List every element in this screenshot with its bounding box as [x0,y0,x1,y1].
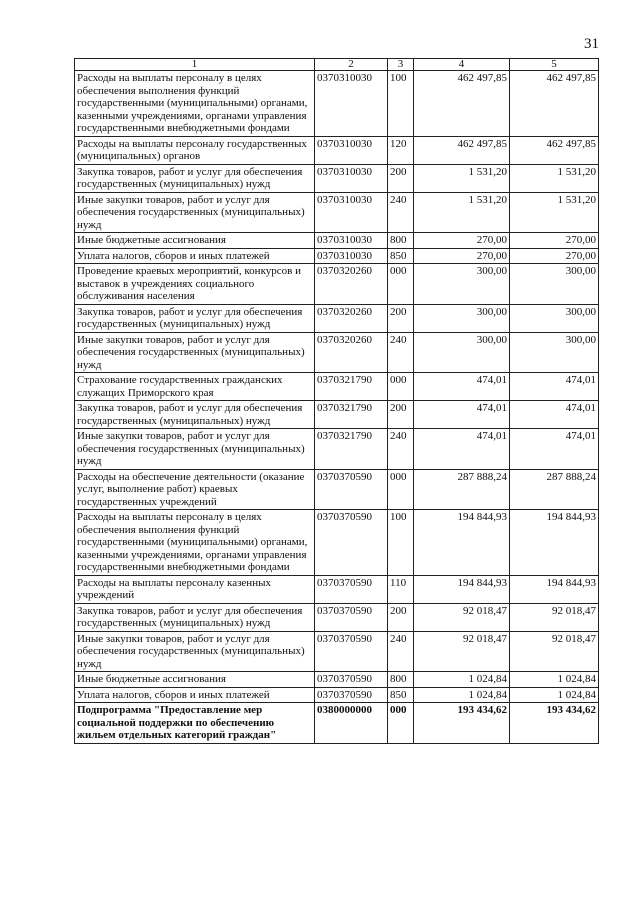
row-code: 0370321790 [315,373,388,401]
table-row [75,233,599,249]
row-name: Расходы на обеспечение деятельности (оказание услуг, выполнение работ) краевых государственных учреждений [75,469,315,510]
row-code: 0370370590 [315,575,388,603]
row-expense-type: 000 [388,373,414,401]
row-value-col5: 193 434,62 [510,703,599,744]
row-expense-type: 100 [388,71,414,137]
row-name: Страхование государственных гражданских служащих Приморского края [75,373,315,401]
row-value-col4: 300,00 [414,264,510,305]
table-row [75,264,599,305]
row-name: Расходы на выплаты персоналу государственных (муниципальных) органов [75,136,315,164]
row-expense-type: 800 [388,672,414,688]
page-number: 31 [584,36,599,52]
row-code: 0370310030 [315,233,388,249]
row-code: 0370310030 [315,71,388,137]
row-value-col5: 194 844,93 [510,575,599,603]
row-name: Расходы на выплаты персоналу в целях обеспечения выполнения функций государственными (муниципальными) органами, казенными учреждениями, органами управления государственными внебюджетными фондами [75,510,315,576]
row-value-col4: 194 844,93 [414,575,510,603]
row-code: 0370370590 [315,510,388,576]
row-code: 0370310030 [315,248,388,264]
table-row [75,703,599,744]
row-value-col4: 300,00 [414,332,510,373]
row-value-col5: 1 531,20 [510,192,599,233]
table-row [75,401,599,429]
row-name: Иные бюджетные ассигнования [75,233,315,249]
row-expense-type: 800 [388,233,414,249]
row-expense-type: 110 [388,575,414,603]
row-expense-type: 850 [388,248,414,264]
row-code: 0370370590 [315,631,388,672]
row-expense-type: 240 [388,429,414,470]
row-name: Проведение краевых мероприятий, конкурсов и выставок в учреждениях социального обслуживания населения [75,264,315,305]
row-value-col4: 474,01 [414,373,510,401]
row-value-col5: 1 024,84 [510,672,599,688]
row-value-col5: 1 531,20 [510,164,599,192]
row-value-col5: 270,00 [510,233,599,249]
row-code: 0370310030 [315,164,388,192]
row-name: Расходы на выплаты персоналу казенных учреждений [75,575,315,603]
table-row [75,136,599,164]
row-value-col5: 462 497,85 [510,71,599,137]
row-code: 0370370590 [315,672,388,688]
row-value-col4: 474,01 [414,429,510,470]
row-value-col4: 300,00 [414,304,510,332]
table-row [75,631,599,672]
column-header: 2 [315,59,388,71]
row-code: 0370370590 [315,603,388,631]
table-row [75,575,599,603]
row-name: Закупка товаров, работ и услуг для обеспечения государственных (муниципальных) нужд [75,304,315,332]
row-name: Иные бюджетные ассигнования [75,672,315,688]
row-value-col5: 92 018,47 [510,631,599,672]
row-value-col5: 270,00 [510,248,599,264]
row-expense-type: 200 [388,401,414,429]
row-value-col4: 1 531,20 [414,164,510,192]
table-row [75,332,599,373]
column-header: 5 [510,59,599,71]
row-value-col5: 92 018,47 [510,603,599,631]
row-value-col4: 1 024,84 [414,672,510,688]
table-row [75,164,599,192]
row-value-col4: 1 024,84 [414,687,510,703]
row-code: 0370320260 [315,304,388,332]
row-code: 0370370590 [315,469,388,510]
row-expense-type: 850 [388,687,414,703]
row-value-col4: 92 018,47 [414,631,510,672]
column-header: 3 [388,59,414,71]
row-value-col4: 462 497,85 [414,71,510,137]
row-value-col4: 474,01 [414,401,510,429]
row-name: Подпрограмма "Предоставление мер социальной поддержки по обеспечению жильем отдельных категорий граждан" [75,703,315,744]
table-row [75,429,599,470]
row-value-col4: 287 888,24 [414,469,510,510]
column-header: 4 [414,59,510,71]
row-expense-type: 240 [388,631,414,672]
row-name: Закупка товаров, работ и услуг для обеспечения государственных (муниципальных) нужд [75,401,315,429]
row-name: Закупка товаров, работ и услуг для обеспечения государственных (муниципальных) нужд [75,164,315,192]
row-code: 0370321790 [315,429,388,470]
row-code: 0370370590 [315,687,388,703]
table-row [75,687,599,703]
row-code: 0380000000 [315,703,388,744]
row-value-col4: 270,00 [414,233,510,249]
table-row [75,469,599,510]
table-row [75,603,599,631]
budget-table [74,58,599,744]
row-value-col4: 270,00 [414,248,510,264]
table-row [75,71,599,137]
row-value-col4: 92 018,47 [414,603,510,631]
row-name: Уплата налогов, сборов и иных платежей [75,687,315,703]
row-expense-type: 240 [388,192,414,233]
row-value-col5: 474,01 [510,401,599,429]
table-row [75,192,599,233]
row-expense-type: 100 [388,510,414,576]
row-value-col4: 194 844,93 [414,510,510,576]
row-name: Иные закупки товаров, работ и услуг для обеспечения государственных (муниципальных) нужд [75,192,315,233]
row-code: 0370310030 [315,192,388,233]
row-value-col5: 300,00 [510,304,599,332]
row-name: Расходы на выплаты персоналу в целях обеспечения выполнения функций государственными (муниципальными) органами, казенными учреждениями, органами управления государственными внебюджетными фондами [75,71,315,137]
row-code: 0370320260 [315,264,388,305]
row-code: 0370320260 [315,332,388,373]
row-value-col5: 1 024,84 [510,687,599,703]
row-expense-type: 200 [388,164,414,192]
row-value-col5: 300,00 [510,264,599,305]
row-expense-type: 200 [388,304,414,332]
table-row [75,672,599,688]
row-expense-type: 240 [388,332,414,373]
row-name: Закупка товаров, работ и услуг для обеспечения государственных (муниципальных) нужд [75,603,315,631]
row-value-col4: 1 531,20 [414,192,510,233]
table-row [75,510,599,576]
table-row [75,373,599,401]
row-expense-type: 000 [388,469,414,510]
table-row [75,304,599,332]
row-name: Иные закупки товаров, работ и услуг для обеспечения государственных (муниципальных) нужд [75,429,315,470]
row-name: Иные закупки товаров, работ и услуг для обеспечения государственных (муниципальных) нужд [75,332,315,373]
row-expense-type: 000 [388,703,414,744]
row-value-col4: 193 434,62 [414,703,510,744]
row-expense-type: 000 [388,264,414,305]
row-code: 0370321790 [315,401,388,429]
table-row [75,248,599,264]
row-expense-type: 120 [388,136,414,164]
row-name: Иные закупки товаров, работ и услуг для обеспечения государственных (муниципальных) нужд [75,631,315,672]
table-header-row [75,59,599,71]
row-value-col5: 474,01 [510,429,599,470]
row-name: Уплата налогов, сборов и иных платежей [75,248,315,264]
row-value-col4: 462 497,85 [414,136,510,164]
row-expense-type: 200 [388,603,414,631]
row-value-col5: 287 888,24 [510,469,599,510]
row-value-col5: 474,01 [510,373,599,401]
row-value-col5: 300,00 [510,332,599,373]
column-header: 1 [75,59,315,71]
row-value-col5: 194 844,93 [510,510,599,576]
row-value-col5: 462 497,85 [510,136,599,164]
row-code: 0370310030 [315,136,388,164]
